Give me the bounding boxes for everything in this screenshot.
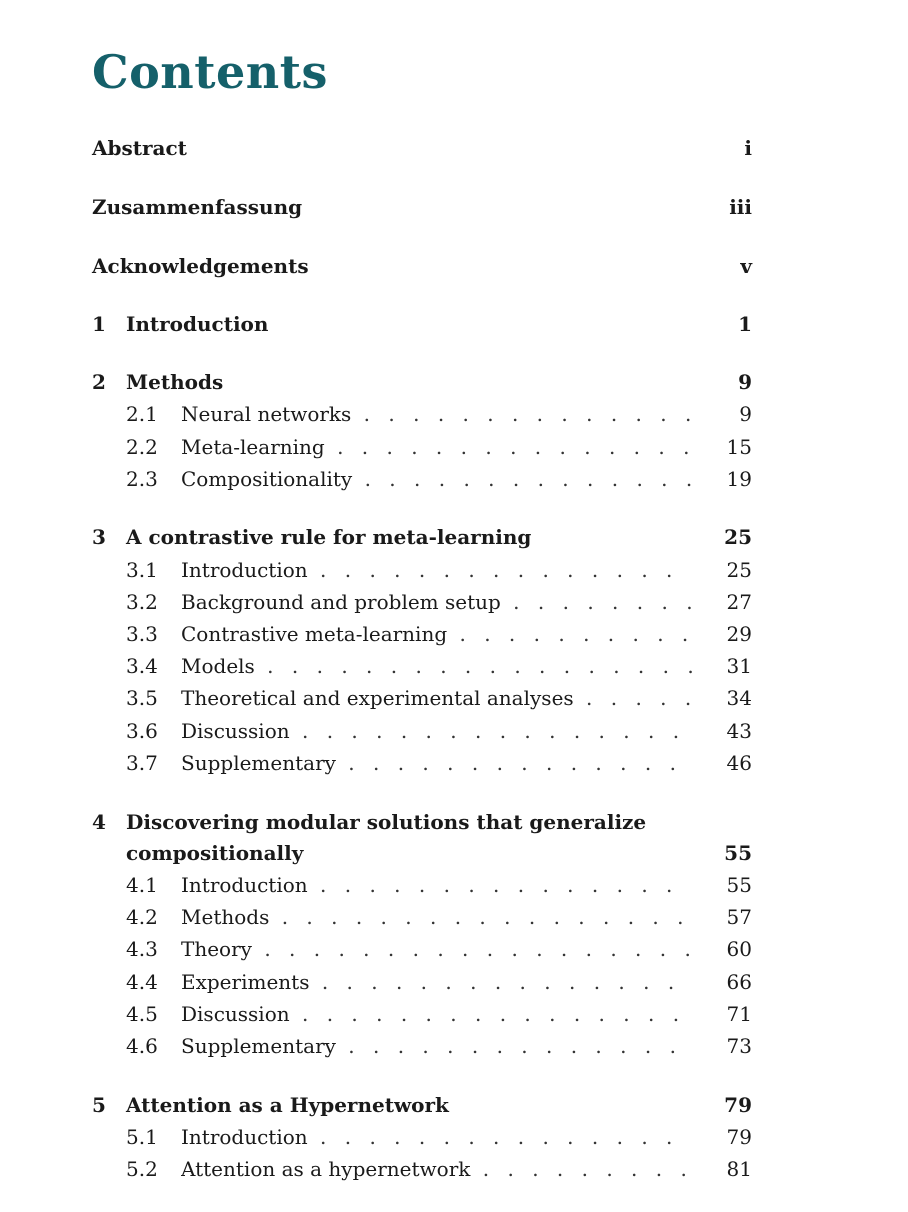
toc-section-3-4[interactable] <box>92 651 752 681</box>
entry-title: Abstract <box>92 136 187 160</box>
chapter-title: Introduction <box>126 312 269 336</box>
section-page: 79 <box>726 1125 752 1149</box>
section-title: Methods . . . <box>181 902 692 932</box>
entry-page: iii <box>729 195 752 219</box>
section-page: 60 <box>726 937 752 961</box>
section-page: 73 <box>726 1034 752 1058</box>
toc-section-3-2[interactable] <box>92 587 752 617</box>
section-number: 3.7 <box>126 751 158 775</box>
section-number: 4.6 <box>126 1034 158 1058</box>
toc-entry-zusammenfassung[interactable] <box>92 192 752 222</box>
toc-chapter-4[interactable] <box>92 807 752 837</box>
section-title: Supplementary . . . <box>181 1031 692 1061</box>
section-title: Supplementary . . . <box>181 748 692 778</box>
chapter-title: Attention as a Hypernetwork <box>126 1093 449 1117</box>
section-title: Theory . . . <box>181 934 692 964</box>
section-page: 25 <box>726 558 752 582</box>
section-number: 4.2 <box>126 905 158 929</box>
section-page: 43 <box>726 719 752 743</box>
toc-chapter-2[interactable] <box>92 367 752 397</box>
section-number: 3.6 <box>126 719 158 743</box>
section-number: 4.5 <box>126 1002 158 1026</box>
toc-section-5-1[interactable] <box>92 1122 752 1152</box>
section-page: 71 <box>726 1002 752 1026</box>
section-page: 81 <box>726 1157 752 1181</box>
section-title: Compositionality . . . <box>181 464 692 494</box>
section-title: Introduction . . . <box>181 555 692 585</box>
section-number: 3.1 <box>126 558 158 582</box>
section-title: Meta-learning . . . <box>181 432 692 462</box>
toc-section-2-1[interactable] <box>92 399 752 429</box>
section-page: 66 <box>726 970 752 994</box>
toc-section-4-6[interactable] <box>92 1031 752 1061</box>
section-number: 3.5 <box>126 686 158 710</box>
section-number: 5.1 <box>126 1125 158 1149</box>
toc-section-4-1[interactable] <box>92 870 752 900</box>
chapter-page: 1 <box>738 312 752 336</box>
section-title: Models . . . <box>181 651 692 681</box>
toc-section-2-3[interactable] <box>92 464 752 494</box>
toc-entry-acknowledgements[interactable] <box>92 251 752 281</box>
chapter-page: 79 <box>724 1093 752 1117</box>
page-title: Contents <box>92 45 328 99</box>
toc-section-5-2[interactable] <box>92 1154 752 1184</box>
chapter-number: 5 <box>92 1093 106 1117</box>
toc-chapter-3[interactable] <box>92 522 752 552</box>
section-number: 3.3 <box>126 622 158 646</box>
chapter-number: 3 <box>92 525 106 549</box>
section-title: Discussion . . . <box>181 999 692 1029</box>
toc-section-3-7[interactable] <box>92 748 752 778</box>
section-number: 5.2 <box>126 1157 158 1181</box>
toc-section-3-5[interactable] <box>92 683 752 713</box>
chapter-title: A contrastive rule for meta-learning <box>126 525 532 549</box>
section-page: 29 <box>726 622 752 646</box>
section-number: 2.1 <box>126 402 158 426</box>
entry-page: v <box>740 254 752 278</box>
section-title: Discussion . . . <box>181 716 692 746</box>
section-title: Background and problem setup . . . <box>181 587 692 617</box>
section-title: Contrastive meta-learning . . . <box>181 619 692 649</box>
toc-section-3-1[interactable] <box>92 555 752 585</box>
section-number: 3.4 <box>126 654 158 678</box>
section-page: 15 <box>726 435 752 459</box>
section-number: 3.2 <box>126 590 158 614</box>
section-number: 4.4 <box>126 970 158 994</box>
section-title: Introduction . . . <box>181 870 692 900</box>
section-title: Theoretical and experimental analyses . . . <box>181 683 692 713</box>
chapter-title-line-1: Discovering modular solutions that generalize <box>126 810 647 834</box>
section-title: Attention as a hypernetwork . . . <box>181 1154 692 1184</box>
chapter-page: 55 <box>724 841 752 865</box>
section-title: Experiments . . . <box>181 967 692 997</box>
toc-section-4-3[interactable] <box>92 934 752 964</box>
section-number: 2.3 <box>126 467 158 491</box>
section-page: 19 <box>726 467 752 491</box>
toc-section-4-2[interactable] <box>92 902 752 932</box>
chapter-number: 4 <box>92 810 106 834</box>
toc-entry-abstract[interactable] <box>92 133 752 163</box>
toc-chapter-5[interactable] <box>92 1090 752 1120</box>
toc-section-3-6[interactable] <box>92 716 752 746</box>
toc-chapter-4-continued[interactable] <box>92 838 752 868</box>
section-page: 9 <box>739 402 752 426</box>
chapter-number: 1 <box>92 312 106 336</box>
toc-chapter-1[interactable] <box>92 309 752 339</box>
entry-page: i <box>744 136 752 160</box>
toc-section-4-4[interactable] <box>92 967 752 997</box>
section-title: Neural networks . . . <box>181 399 692 429</box>
section-number: 4.1 <box>126 873 158 897</box>
section-page: 55 <box>726 873 752 897</box>
entry-title: Acknowledgements <box>92 254 309 278</box>
chapter-title: Methods <box>126 370 224 394</box>
section-page: 46 <box>726 751 752 775</box>
section-page: 34 <box>726 686 752 710</box>
section-page: 27 <box>726 590 752 614</box>
section-page: 31 <box>726 654 752 678</box>
entry-title: Zusammenfassung <box>92 195 303 219</box>
section-number: 2.2 <box>126 435 158 459</box>
chapter-page: 9 <box>738 370 752 394</box>
chapter-page: 25 <box>724 525 752 549</box>
section-title: Introduction . . . <box>181 1122 692 1152</box>
section-number: 4.3 <box>126 937 158 961</box>
toc-section-4-5[interactable] <box>92 999 752 1029</box>
toc-section-2-2[interactable] <box>92 432 752 462</box>
chapter-title-line-2: compositionally <box>126 841 304 865</box>
chapter-number: 2 <box>92 370 106 394</box>
section-page: 57 <box>726 905 752 929</box>
toc-section-3-3[interactable] <box>92 619 752 649</box>
